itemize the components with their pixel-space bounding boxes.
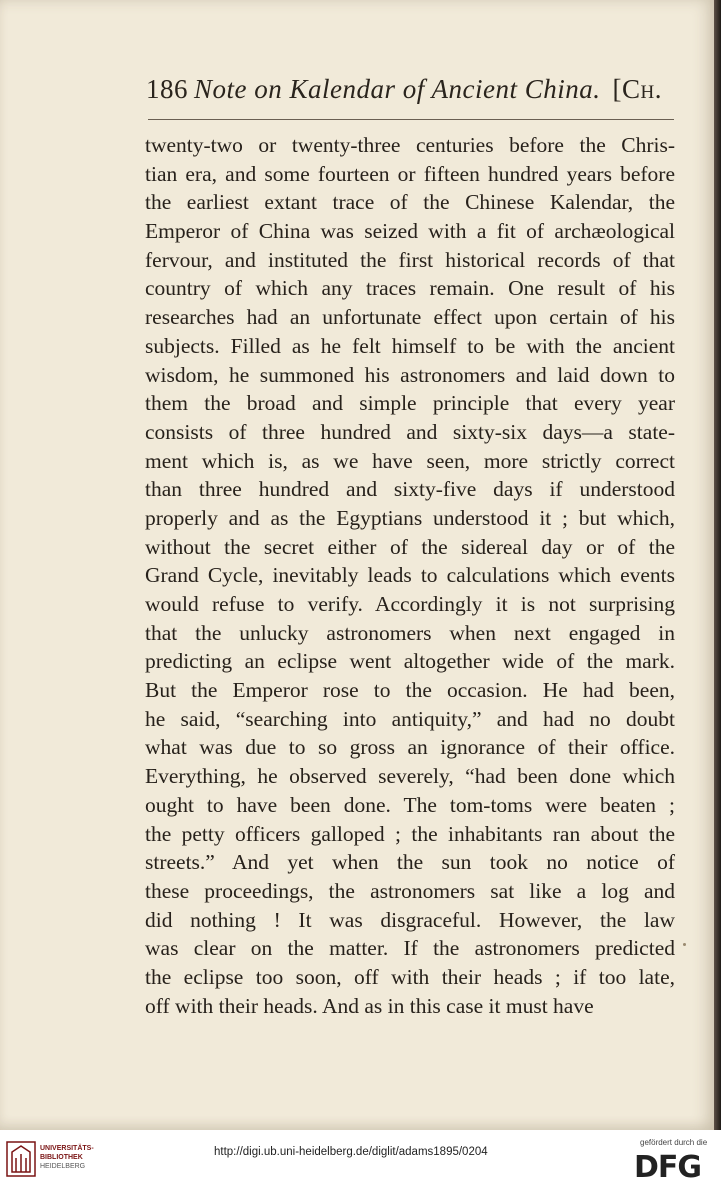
- chapter-marker: [Ch.: [612, 74, 662, 104]
- text-line: country of which any traces remain. One result of his: [145, 276, 675, 301]
- dfg-logo: DFG: [634, 1150, 702, 1185]
- text-line: he said, “searching into antiquity,” and had no doubt: [145, 706, 675, 731]
- text-line: predicting an eclipse went altogether wide of the mark.: [145, 649, 675, 674]
- text-line: ought to have been done. The tom-toms were beaten ;: [145, 792, 675, 817]
- text-line: would refuse to verify. Accordingly it is not surprising: [145, 592, 675, 616]
- text-line: them the broad and simple principle that every year: [145, 391, 675, 416]
- page-edge: [714, 0, 721, 1130]
- running-title: Note on Kalendar of Ancient China.: [194, 74, 601, 104]
- paper-speck: [683, 943, 686, 946]
- text-line: than three hundred and sixty-five days if understood: [145, 477, 675, 502]
- text-line: streets.” And yet when the sun took no notice of: [145, 850, 675, 875]
- text-line: the eclipse too soon, off with their heads ; if too late,: [145, 964, 675, 989]
- permalink[interactable]: http://digi.ub.uni-heidelberg.de/diglit/adams1895/0204: [214, 1146, 488, 1158]
- library-name: UNIVERSITÄTS- BIBLIOTHEK HEIDELBERG: [40, 1145, 94, 1170]
- text-line: without the secret either of the sidereal day or of the: [145, 534, 675, 559]
- text-line: subjects. Filled as he felt himself to be with the ancient: [145, 333, 675, 358]
- text-line: Emperor of China was seized with a fit of archæological: [145, 219, 675, 244]
- text-line: what was due to so gross an ignorance of their office.: [145, 735, 675, 760]
- text-line: the petty officers galloped ; the inhabitants ran about the: [145, 821, 675, 846]
- text-line: these proceedings, the astronomers sat like a log and: [145, 878, 675, 903]
- text-line: researches had an unfortunate effect upon certain of his: [145, 305, 675, 330]
- text-line: But the Emperor rose to the occasion. He had been,: [145, 678, 675, 703]
- text-line: tian era, and some fourteen or fifteen hundred years before: [145, 161, 675, 186]
- text-line: consists of three hundred and sixty-six days—a state-: [145, 419, 675, 444]
- library-logo-icon: [6, 1140, 36, 1178]
- text-line: the earliest extant trace of the Chinese Kalendar, the: [145, 190, 675, 215]
- page-number: 186: [146, 74, 188, 104]
- text-line: wisdom, he summoned his astronomers and laid down to: [145, 362, 675, 387]
- header-rule: [148, 119, 674, 120]
- text-line: was clear on the matter. If the astronomers predicted: [145, 936, 675, 961]
- text-line: that the unlucky astronomers when next engaged in: [145, 620, 675, 645]
- body-text: [145, 131, 675, 1020]
- text-line-last: off with their heads. And as in this case it must have: [145, 993, 594, 1018]
- text-line: twenty-two or twenty-three centuries before the Chris-: [145, 133, 675, 157]
- text-line: Grand Cycle, inevitably leads to calculations which events: [145, 563, 675, 588]
- running-head: [146, 74, 686, 105]
- text-line: did nothing ! It was disgraceful. However, the law: [145, 907, 675, 932]
- text-line: properly and as the Egyptians understood it ; but which,: [145, 505, 675, 530]
- funding-note: gefördert durch die: [640, 1138, 708, 1147]
- text-line: ment which is, as we have seen, more strictly correct: [145, 448, 675, 473]
- text-line: Everything, he observed severely, “had been done which: [145, 764, 675, 789]
- text-line: fervour, and instituted the first historical records of that: [145, 247, 675, 272]
